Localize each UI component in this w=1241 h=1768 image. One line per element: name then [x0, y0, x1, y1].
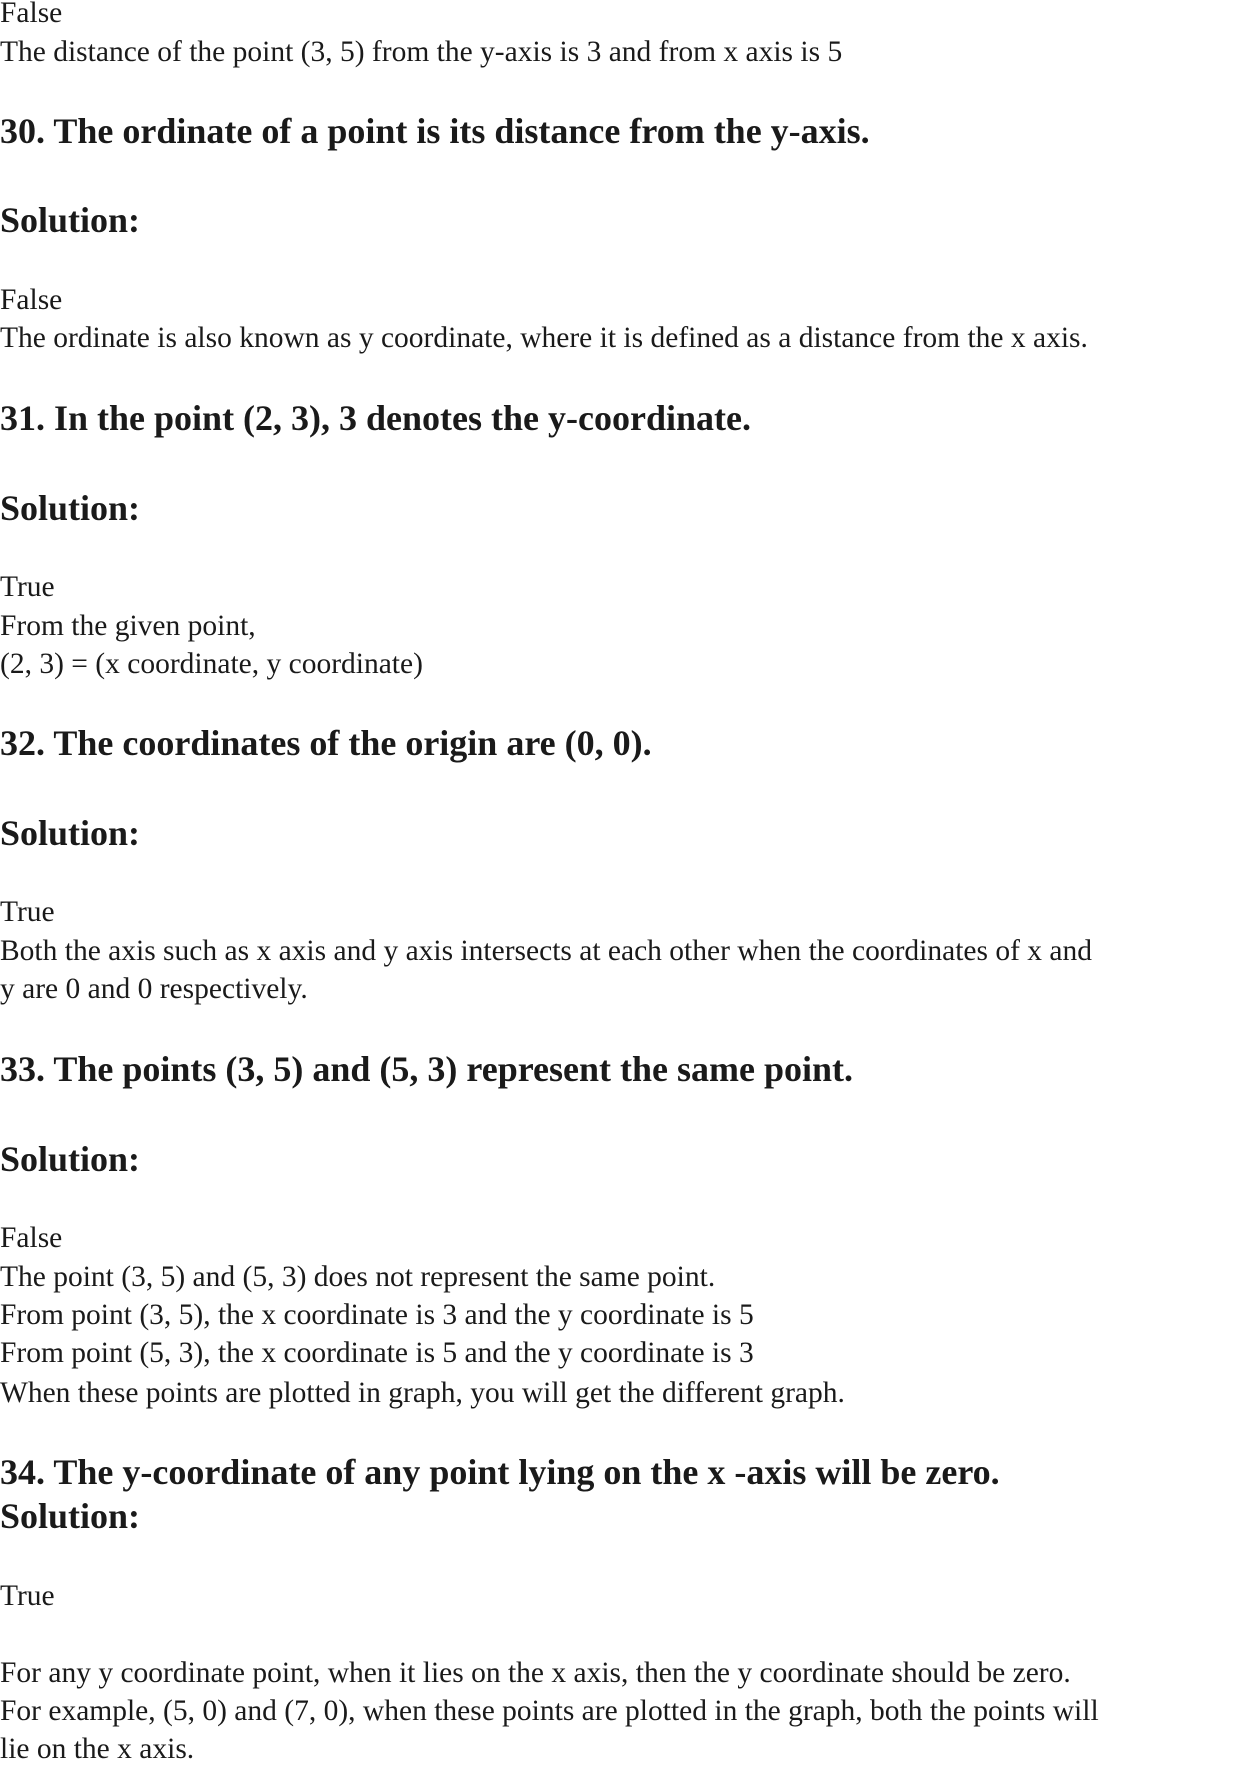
answer-text: True: [0, 571, 55, 603]
answer-text: True: [0, 1580, 55, 1612]
explanation-text: The distance of the point (3, 5) from the y-axis is 3 and from x axis is 5: [0, 36, 843, 68]
question-heading: 34. The y-coordinate of any point lying on the x -axis will be zero.: [0, 1452, 1000, 1492]
solution-label: Solution:: [0, 813, 141, 853]
answer-text: False: [0, 1222, 63, 1254]
answer-text: False: [0, 0, 63, 29]
solution-label: Solution:: [0, 1139, 141, 1179]
question-heading: 32. The coordinates of the origin are (0, 0).: [0, 723, 652, 763]
answer-text: False: [0, 284, 63, 316]
explanation-text: From the given point,: [0, 610, 256, 642]
solution-label: Solution:: [0, 488, 141, 528]
question-heading: 31. In the point (2, 3), 3 denotes the y-coordinate.: [0, 398, 751, 438]
explanation-text: Both the axis such as x axis and y axis intersects at each other when the coordinates of x and: [0, 935, 1093, 967]
explanation-text: lie on the x axis.: [0, 1733, 195, 1765]
question-heading: 33. The points (3, 5) and (5, 3) represent the same point.: [0, 1049, 854, 1089]
explanation-text: When these points are plotted in graph, you will get the different graph.: [0, 1377, 845, 1409]
answer-text: True: [0, 896, 55, 928]
explanation-text: From point (3, 5), the x coordinate is 3 and the y coordinate is 5: [0, 1299, 754, 1331]
explanation-text: From point (5, 3), the x coordinate is 5 and the y coordinate is 3: [0, 1337, 754, 1369]
question-heading: 30. The ordinate of a point is its distance from the y-axis.: [0, 111, 870, 151]
solution-label: Solution:: [0, 1496, 141, 1536]
explanation-text: For any y coordinate point, when it lies on the x axis, then the y coordinate should be zero.: [0, 1657, 1071, 1689]
explanation-text: The ordinate is also known as y coordinate, where it is defined as a distance from the x axis.: [0, 322, 1088, 354]
explanation-text: y are 0 and 0 respectively.: [0, 973, 308, 1005]
explanation-text: The point (3, 5) and (5, 3) does not represent the same point.: [0, 1261, 716, 1293]
solution-label: Solution:: [0, 200, 141, 240]
explanation-text: (2, 3) = (x coordinate, y coordinate): [0, 648, 423, 680]
explanation-text: For example, (5, 0) and (7, 0), when these points are plotted in the graph, both the points will: [0, 1695, 1099, 1727]
